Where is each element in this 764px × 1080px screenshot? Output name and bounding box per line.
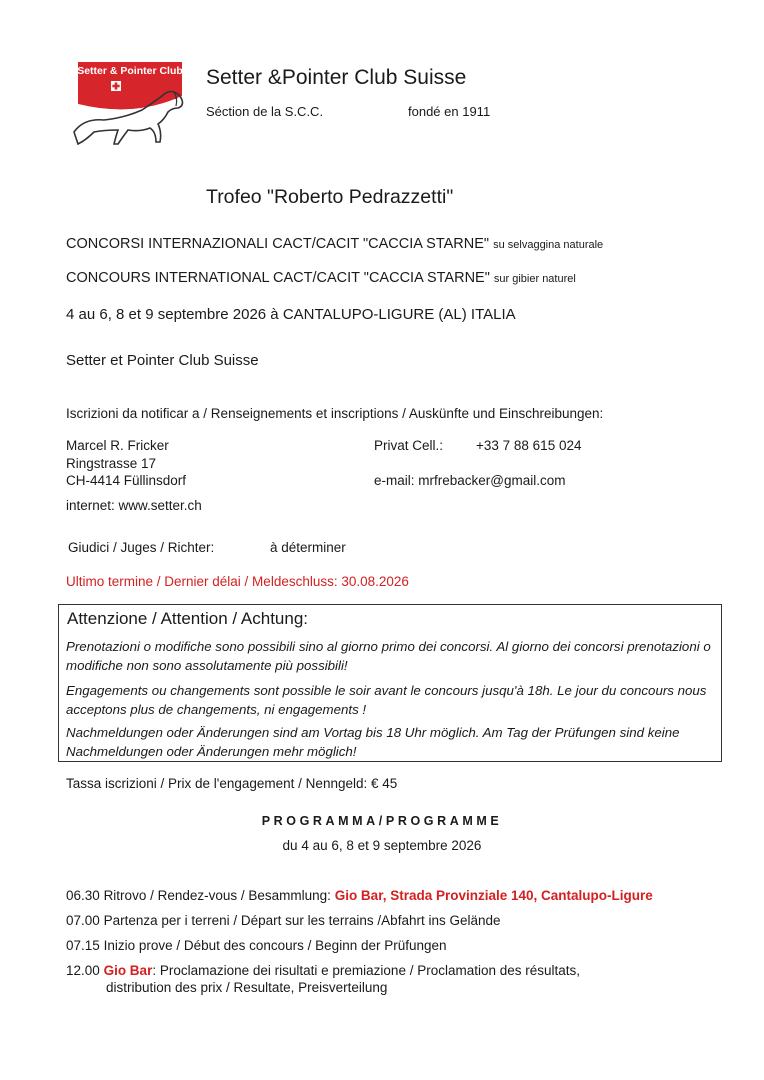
logo-text: Setter & Pointer Club [77, 65, 183, 77]
club-logo [64, 58, 192, 146]
contact-city: CH-4414 Füllinsdorf [66, 473, 187, 488]
contact-name: Marcel R. Fricker [66, 438, 169, 453]
founded-text: fondé en 1911 [408, 104, 491, 119]
contact-street: Ringstrasse 17 [66, 456, 157, 471]
attention-box [58, 604, 722, 762]
fee-line: Tassa iscrizioni / Prix de l'engagement / Nenngeld: € 45 [66, 776, 398, 791]
item-time: 07.15 [66, 938, 100, 953]
programme-dates: du 4 au 6, 8 et 9 septembre 2026 [282, 838, 482, 853]
item-text-continued: distribution des prix / Resultate, Preisverteilung [106, 980, 388, 995]
item-time: 12.00 [66, 963, 100, 978]
item-time: 07.00 [66, 913, 100, 928]
organizer: Setter et Pointer Club Suisse [66, 352, 259, 369]
item-text: Ritrovo / Rendez-vous / Besammlung: [103, 888, 331, 903]
item-text: : Proclamazione dei risultati e premiazione / Proclamation des résultats, [152, 963, 581, 978]
programme-item [66, 888, 653, 903]
phone-number: +33 7 88 615 024 [476, 438, 582, 453]
item-location: Gio Bar [103, 963, 153, 978]
contest-fr-small: sur gibier naturel [493, 273, 576, 285]
attention-it: Prenotazioni o modifiche sono possibili sino al giorno primo dei concorsi. Al giorno dei concorsi prenotazioni o modifiche non sono assolutamente più possibili! [66, 639, 711, 673]
section-text: Séction de la S.C.C. [206, 104, 324, 119]
programme-heading: PROGRAMMA/PROGRAMME [261, 814, 503, 828]
contest-it-small: su selvaggina naturale [493, 239, 604, 251]
contest-fr-main: CONCOURS INTERNATIONAL CACT/CACIT "CACCIA STARNE" [66, 270, 490, 286]
item-text: Partenza per i terreni / Départ sur les terrains /Abfahrt ins Gelände [103, 913, 501, 928]
phone-label: Privat Cell.: [374, 438, 444, 453]
programme-item [66, 963, 580, 978]
judges-value: à déterminer [270, 540, 346, 555]
item-location: Gio Bar, Strada Provinziale 140, Cantalupo-Ligure [334, 888, 653, 903]
contest-it [66, 236, 603, 252]
item-time: 06.30 [66, 888, 100, 903]
club-name: Setter &Pointer Club Suisse [206, 66, 467, 89]
attention-de: Nachmeldungen oder Änderungen sind am Vortag bis 18 Uhr möglich. Am Tag der Prüfungen sind keine Nachmeldungen oder Änderungen mehr möglich! [66, 725, 680, 759]
dates-place: 4 au 6, 8 et 9 septembre 2026 à CANTALUPO-LIGURE (AL) ITALIA [66, 306, 516, 323]
internet-line: internet: www.setter.ch [66, 498, 202, 513]
registration-label: Iscrizioni da notificar a / Renseignements et inscriptions / Auskünfte und Einschreibungen: [66, 406, 604, 421]
attention-fr: Engagements ou changements sont possible le soir avant le concours jusqu'à 18h. Le jour du concours nous acceptons plus de changements, ni engagements ! [66, 683, 707, 717]
attention-title: Attenzione / Attention / Achtung: [67, 609, 309, 628]
programme-item [66, 913, 501, 928]
deadline: Ultimo termine / Dernier délai / Meldeschluss: 30.08.2026 [66, 574, 409, 589]
contest-fr [66, 270, 576, 286]
email-line: e-mail: mrfrebacker@gmail.com [374, 473, 566, 488]
judges-label: Giudici / Juges / Richter: [68, 540, 215, 555]
contest-it-main: CONCORSI INTERNAZIONALI CACT/CACIT "CACCIA STARNE" [66, 236, 490, 252]
item-text: Inizio prove / Début des concours / Beginn der Prüfungen [103, 938, 447, 953]
trophy-title: Trofeo "Roberto Pedrazzetti" [206, 186, 454, 208]
programme-item [66, 938, 447, 953]
